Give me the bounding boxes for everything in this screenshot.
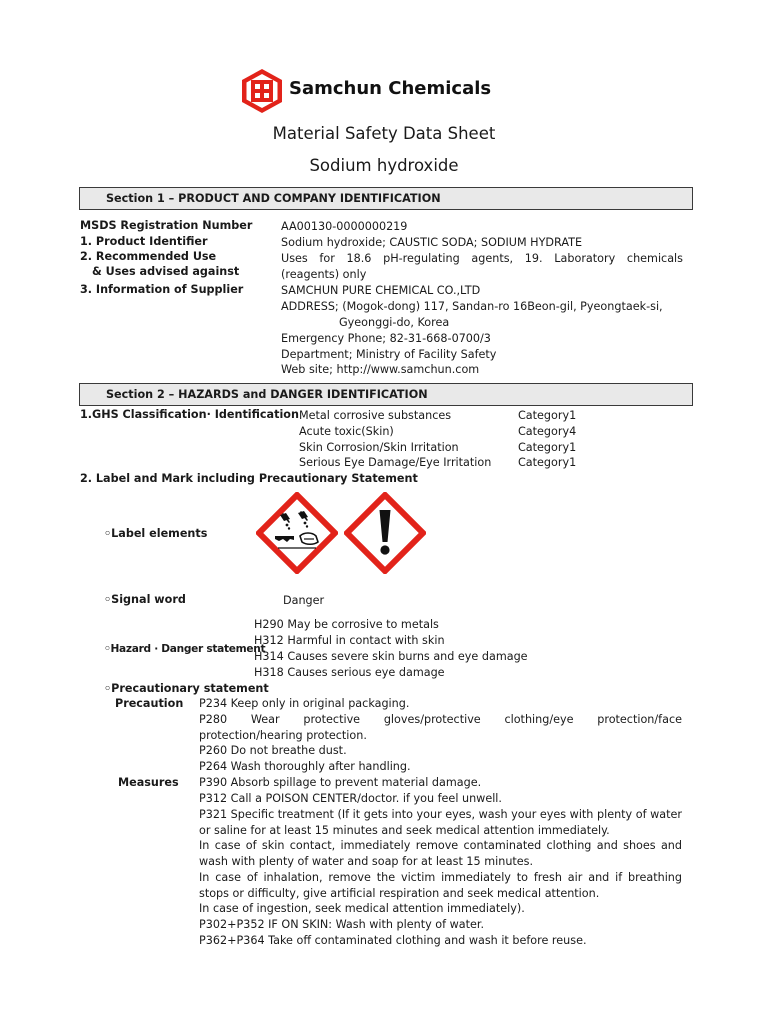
msds-label: MSDS Registration Number <box>80 219 253 232</box>
section-1-heading: Section 1 – PRODUCT AND COMPANY IDENTIFICATION <box>106 192 441 205</box>
classification-hazard: Serious Eye Damage/Eye Irritation <box>299 456 492 469</box>
measures-statement: P302+P352 IF ON SKIN: Wash with plenty of water. <box>199 918 485 931</box>
measures-statement: P321 Specific treatment (If it gets into your eyes, wash your eyes with plenty of water or saline for at least 15 minutes and seek medical attention immediately. <box>199 808 682 837</box>
supplier-name: SAMCHUN PURE CHEMICAL CO.,LTD <box>281 284 481 297</box>
precaution-label: Precaution <box>115 697 184 710</box>
precaution-statement: P280 Wear protective gloves/protective clothing/eye protection/face protection/hearing protection. <box>199 713 682 742</box>
hazard-statement: H290 May be corrosive to metals <box>254 618 439 631</box>
precautionary-statement-label: ◦Precautionary statement <box>104 682 269 695</box>
classification-hazard: Metal corrosive substances <box>299 409 452 422</box>
measures-statement: P390 Absorb spillage to prevent material damage. <box>199 776 482 789</box>
label-mark-heading: 2. Label and Mark including Precautionary Statement <box>80 472 418 485</box>
classification-category: Category1 <box>518 456 577 469</box>
signal-word-label: ◦Signal word <box>104 593 186 606</box>
supplier-label: 3. Information of Supplier <box>80 283 244 296</box>
website: Web site; http://www.samchun.com <box>281 363 480 376</box>
classification-hazard: Skin Corrosion/Skin Irritation <box>299 441 459 454</box>
document-subject: Sodium hydroxide <box>309 156 459 175</box>
measures-statement: P312 Call a POISON CENTER/doctor. if you feel unwell. <box>199 792 502 805</box>
precaution-statement: P264 Wash thoroughly after handling. <box>199 760 411 773</box>
supplier-address-line-1: ADDRESS; (Mogok-dong) 117, Sandan-ro 16Beon-gil, Pyeongtaek-si, <box>281 300 663 313</box>
department: Department; Ministry of Facility Safety <box>281 348 497 361</box>
uses-advised-against-label: & Uses advised against <box>92 265 240 278</box>
classification-category: Category1 <box>518 441 577 454</box>
recommended-use-value: Uses for 18.6 pH-regulating agents, 19. Laboratory chemicals (reagents) only <box>281 252 683 281</box>
precaution-statement: P234 Keep only in original packaging. <box>199 697 410 710</box>
supplier-address-line-2: Gyeonggi-do, Korea <box>339 316 450 329</box>
section-2-heading: Section 2 – HAZARDS and DANGER IDENTIFICATION <box>106 388 428 401</box>
measures-statement: In case of inhalation, remove the victim immediately to fresh air and if breathing stops or difficulty, give artificial respiration and seek medical attention. <box>199 871 682 900</box>
document-title: Material Safety Data Sheet <box>272 124 496 143</box>
measures-label: Measures <box>118 776 179 789</box>
hazard-statement: H312 Harmful in contact with skin <box>254 634 445 647</box>
measures-statement: P362+P364 Take off contaminated clothing and wash it before reuse. <box>199 934 587 947</box>
section-2-heading-bar <box>79 383 693 406</box>
emergency-phone: Emergency Phone; 82-31-668-0700/3 <box>281 332 491 345</box>
hazard-statement: H318 Causes serious eye damage <box>254 666 445 679</box>
exclamation-pictogram-icon <box>344 492 426 574</box>
product-identifier-label: 1. Product Identifier <box>80 235 208 248</box>
classification-category: Category4 <box>518 425 577 438</box>
company-name: Samchun Chemicals <box>289 78 492 99</box>
samchun-logo-icon <box>240 68 284 114</box>
corrosion-pictogram-icon <box>256 492 338 574</box>
hazard-statement-label: ◦Hazard · Danger statement <box>104 643 266 655</box>
hazard-statement: H314 Causes severe skin burns and eye damage <box>254 650 528 663</box>
ghs-classification-label: 1.GHS Classification· Identification <box>80 408 299 421</box>
signal-word-value: Danger <box>283 594 325 607</box>
section-1-heading-bar <box>79 187 693 210</box>
measures-statement: In case of ingestion, seek medical attention immediately). <box>199 902 525 915</box>
measures-statement: In case of skin contact, immediately remove contaminated clothing and shoes and wash with plenty of water and soap for at least 15 minutes. <box>199 839 682 868</box>
classification-category: Category1 <box>518 409 577 422</box>
label-elements-label: ◦Label elements <box>104 527 208 540</box>
recommended-use-label: 2. Recommended Use <box>80 250 217 263</box>
product-identifier-value: Sodium hydroxide; CAUSTIC SODA; SODIUM HYDRATE <box>281 236 583 249</box>
classification-hazard: Acute toxic(Skin) <box>299 425 394 438</box>
precaution-statement: P260 Do not breathe dust. <box>199 744 347 757</box>
msds-value: AA00130-0000000219 <box>281 220 408 233</box>
